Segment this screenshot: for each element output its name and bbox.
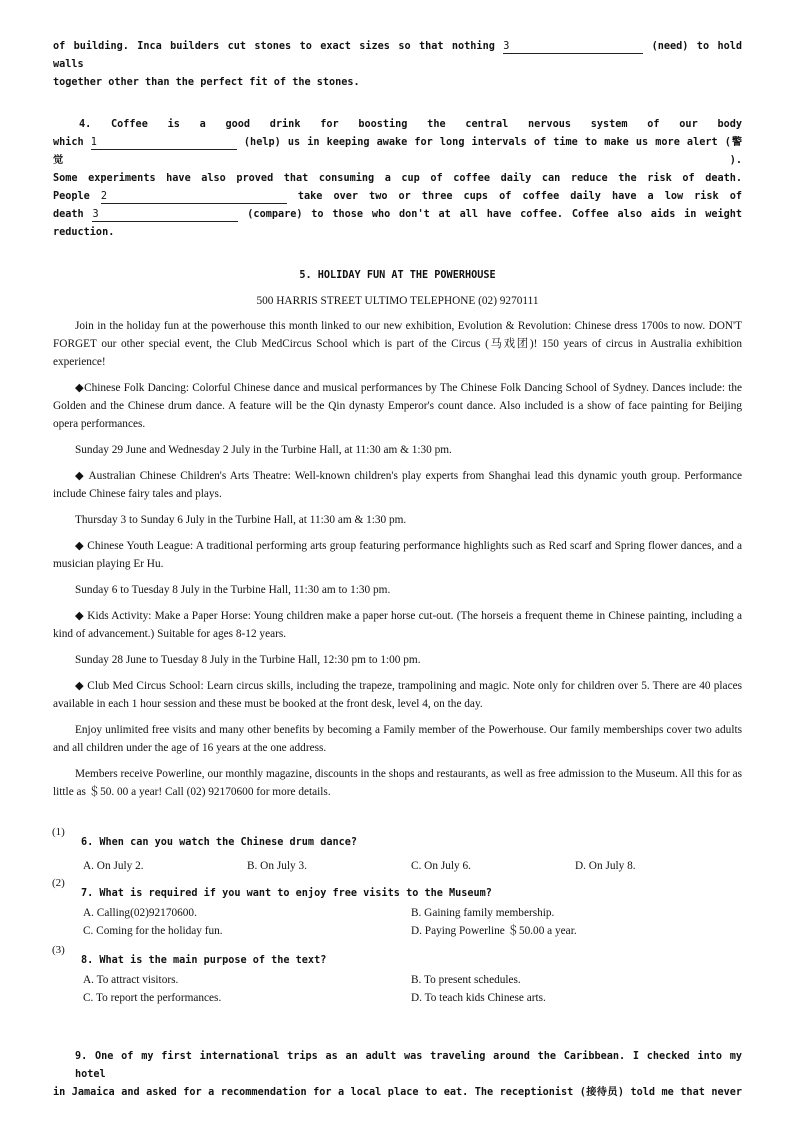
item9-line1: 9. One of my first international trips as an adult was traveling around the Caribbean. I checked into my hotel	[75, 1051, 742, 1080]
item5-kids-activity-time: Sunday 28 June to Tuesday 8 July in the Turbine Hall, 12:30 pm to 1:00 pm.	[75, 654, 421, 666]
item4-line4: People 2 take over two or three cups of coffee daily have a low risk of	[53, 191, 742, 202]
question-list	[53, 828, 742, 1007]
blank-1[interactable]: 1	[91, 137, 237, 150]
option-a[interactable]: A. Calling(02)92170600.	[83, 907, 197, 919]
question-number: (3)	[52, 944, 65, 956]
option-c[interactable]: C. To report the performances.	[83, 992, 222, 1004]
option-a[interactable]: A. To attract visitors.	[83, 974, 179, 986]
question-8-options	[53, 971, 742, 1007]
question-8	[53, 946, 742, 971]
question-7-options	[53, 904, 742, 940]
option-c[interactable]: C. Coming for the holiday fun.	[83, 925, 223, 937]
option-d[interactable]: D. Paying Powerline ＄50.00 a year.	[411, 925, 577, 937]
item5-folk-dancing: ◆Chinese Folk Dancing: Colorful Chinese dance and musical performances by The Chinese Folk Dancing School of Sydney. Dances include: the Golden and the Chinese drum dance. A feature will be the Qin dynasty Emperor's count dance. Also included is a show of face painting for Beijing opera performances.	[53, 382, 742, 430]
option-c[interactable]: C. On July 6.	[411, 860, 471, 872]
item4	[53, 116, 742, 242]
question-stem: 8. What is the main purpose of the text?	[81, 955, 327, 966]
option-d[interactable]: D. To teach kids Chinese arts.	[411, 992, 546, 1004]
item4-line1: 4. Coffee is a good drink for boosting the central nervous system of our body	[79, 119, 742, 130]
item5-membership: Enjoy unlimited free visits and many other benefits by becoming a Family member of the Powerhouse. Our family memberships cover two adults and all children under the age of 16 years at the one address.	[53, 724, 742, 754]
item5-members-benefits: Members receive Powerline, our monthly magazine, discounts in the shops and restaurants, as well as free admission to the Museum. All this for as little as ＄50. 00 a year! Call (02) 92170600 for more details.	[53, 768, 742, 798]
item3-tail	[53, 38, 742, 92]
item5-youth-league: ◆ Chinese Youth League: A traditional performing arts group featuring performance highlights such as Red scarf and Spring flower dances, and a musician playing Er Hu.	[53, 540, 742, 570]
item3-line1: of building. Inca builders cut stones to exact sizes so that nothing 3 (need) to hold walls	[53, 41, 742, 70]
item5	[53, 267, 742, 801]
blank-3[interactable]: 3	[503, 41, 643, 54]
question-stem: 6. When can you watch the Chinese drum dance?	[81, 837, 358, 848]
question-6	[53, 828, 742, 853]
option-b[interactable]: B. Gaining family membership.	[411, 907, 555, 919]
item4-line3: Some experiments have also proved that consuming a cup of coffee daily can reduce the risk of death.	[53, 173, 742, 184]
item4-line2: which 1 (help) us in keeping awake for long intervals of time to make us more alert (警觉).	[53, 137, 743, 166]
item5-childrens-theatre-time: Thursday 3 to Sunday 6 July in the Turbine Hall, at 11:30 am & 1:30 pm.	[75, 514, 407, 526]
item5-address: 500 HARRIS STREET ULTIMO TELEPHONE (02) 9270111	[256, 295, 539, 307]
question-7	[53, 879, 742, 904]
item5-kids-activity: ◆ Kids Activity: Make a Paper Horse: Young children make a paper horse cut-out. (The horseis a frequent theme in Chinese painting, including a kind of advancement.) Suitable for ages 8-12 years.	[53, 610, 742, 640]
blank-2[interactable]: 2	[101, 191, 287, 204]
option-a[interactable]: A. On July 2.	[83, 860, 144, 872]
question-stem: 7. What is required if you want to enjoy free visits to the Museum?	[81, 888, 492, 899]
option-d[interactable]: D. On July 8.	[575, 860, 636, 872]
item4-line6: reduction.	[53, 227, 115, 238]
item4-line5: death 3 (compare) to those who don't at all have coffee. Coffee also aids in weight	[53, 209, 742, 220]
question-6-options	[53, 853, 742, 879]
item9	[53, 1048, 742, 1102]
question-number: (2)	[52, 877, 65, 889]
item5-title: 5. HOLIDAY FUN AT THE POWERHOUSE	[299, 270, 496, 281]
blank-3b[interactable]: 3	[92, 209, 238, 222]
item9-line2: in Jamaica and asked for a recommendation for a local place to eat. The receptionist (接待员) told me that never	[53, 1087, 742, 1098]
item5-folk-dancing-time: Sunday 29 June and Wednesday 2 July in the Turbine Hall, at 11:30 am & 1:30 pm.	[75, 444, 452, 456]
option-b[interactable]: B. To present schedules.	[411, 974, 521, 986]
item5-youth-league-time: Sunday 6 to Tuesday 8 July in the Turbine Hall, 11:30 am to 1:30 pm.	[75, 584, 391, 596]
option-b[interactable]: B. On July 3.	[247, 860, 307, 872]
item3-line2: together other than the perfect fit of the stones.	[53, 77, 360, 88]
item5-intro: Join in the holiday fun at the powerhouse this month linked to our new exhibition, Evolution & Revolution: Chinese dress 1700s to now. DON'T FORGET our other special event, the Club MedCircus School which is part of the Circus (马戏团)! 150 years of circus in Australia exhibition experience!	[53, 320, 742, 368]
item5-circus-school: ◆ Club Med Circus School: Learn circus skills, including the trapeze, trampolining and magic. Note only for children over 5. There are 40 places available in each 1 hour session and these must be booked at the front desk, level 4, on the day.	[53, 680, 742, 710]
question-number: (1)	[52, 826, 65, 838]
item5-childrens-theatre: ◆ Australian Chinese Children's Arts Theatre: Well-known children's play experts from Shanghai lead this dynamic youth group. Performance include Chinese fairy tales and plays.	[53, 470, 742, 500]
